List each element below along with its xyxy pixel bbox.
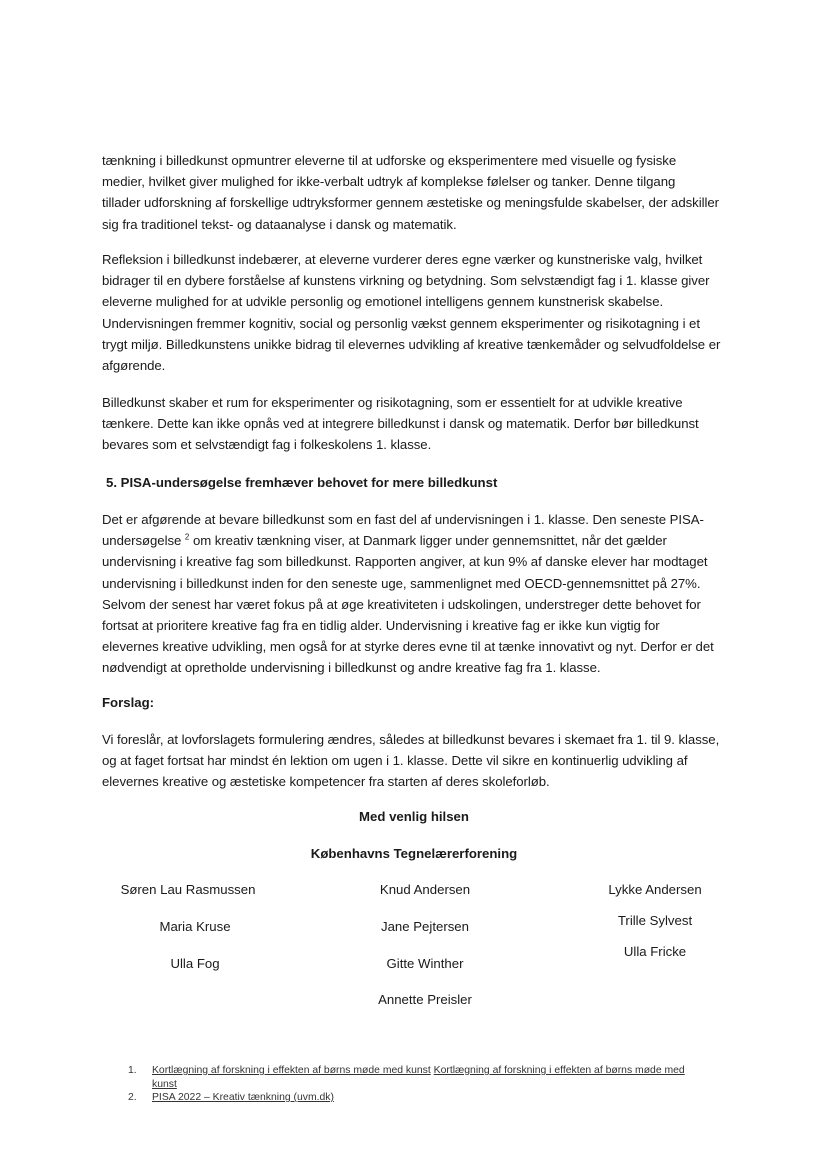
text-line: tænkere. Dette kan ikke opnås ved at integrere billedkunst i dansk og matematik. Derfor bør billedkunst (102, 416, 699, 432)
signatory-left-3: Ulla Fog (170, 956, 220, 971)
signatory-right-2: Trille Sylvest (617, 913, 693, 928)
text-line: Undervisningen fremmer kognitiv, social og personlig vækst gennem eksperimenter og risikotagning i et (102, 315, 700, 331)
signatory-right-1: Lykke Andersen (608, 882, 702, 897)
proposal-heading: Forslag: (102, 695, 155, 710)
text-line: Selvom der senest har været fokus på at øge kreativiteten i udskolingen, understreger dette behovet for (102, 596, 701, 612)
text-line: Vi foreslår, at lovforslagets formulering ændres, således at billedkunst bevares i skemaet fra 1. til 9. klasse, (102, 732, 720, 747)
text-line: undervisning i billedkunst inden for den seneste uge, sammenlignet med OECD-gennemsnittet på 27%. (102, 575, 701, 591)
pisa-paragraph (102, 509, 752, 679)
signatory-left-2: Maria Kruse (159, 919, 231, 934)
reflection-paragraph (102, 249, 752, 376)
footnote-2 (120, 1091, 740, 1105)
footnote-1 (120, 1064, 740, 1091)
text-line: nødvendigt at opretholde undervisning i billedkunst og andre kreative fag fra 1. klasse. (102, 660, 601, 676)
text-line: elevernes kreative udvikling, men også for at styrke deres evne til at tænke innovativt og nyt. Derfor er det (102, 639, 714, 655)
footnote-link[interactable]: kunst (152, 1078, 177, 1090)
text-line: elevernes kreative og æstetiske kompetencer fra starten af deres skoleforløb. (102, 774, 550, 790)
text-line: trygt miljø. Billedkunstens unikke bidrag til elevernes udvikling af kreative tænkemåder og selvudfoldelse er (102, 336, 721, 352)
section-5-heading: 5. PISA-undersøgelse fremhæver behovet for mere billedkunst (106, 475, 498, 490)
footnote-link[interactable]: PISA 2022 – Kreativ tænkning (uvm.dk) (152, 1092, 334, 1103)
signatory-middle-2: Jane Pejtersen (381, 919, 469, 934)
signatory-middle-4: Annette Preisler (378, 992, 472, 1007)
text-line: Det er afgørende at bevare billedkunst som en fast del af undervisningen i 1. klasse. Den seneste PISA- (102, 512, 704, 527)
footnote-number: 2. (128, 1092, 137, 1103)
text-fragment: om kreativ tænkning viser, at Danmark ligger under gennemsnittet, når det gælder (189, 533, 667, 549)
closing-greeting: Med venlig hilsen (359, 809, 469, 824)
text-line: bidrager til en dybere forståelse af kunstens virkning og betydning. Som selvstændigt fag i 1. klasse giver (102, 273, 710, 289)
text-line: sig fra traditionel tekst- og dataanalyse i dansk og matematik. (102, 216, 457, 232)
footnote-reference[interactable]: 2 (184, 532, 190, 542)
organization-name: Københavns Tegnelærerforening (310, 846, 518, 861)
signatory-middle-1: Knud Andersen (379, 882, 471, 897)
text-line: bevares som et selvstændigt fag i folkeskolens 1. klasse. (102, 437, 432, 453)
signatory-right-3: Ulla Fricke (623, 944, 687, 959)
footnote-link[interactable]: Kortlægning af forskning i effekten af børns møde med kunst (152, 1065, 431, 1076)
signatory-left-1: Søren Lau Rasmussen (120, 882, 256, 897)
text-line: eleverne mulighed for at udvikle personlig og emotionel intelligens gennem kunstnerisk skabelse. (102, 294, 664, 310)
text-line: Refleksion i billedkunst indebærer, at eleverne vurderer deres egne værker og kunstneriske valg, hvilket (102, 252, 703, 267)
text-line: tillader udforskning af forskellige udtryksformer gennem æstetiske og meningsfulde skabelser, der adskiller (102, 195, 719, 211)
footnote-number: 1. (128, 1065, 137, 1076)
text-line: medier, hvilket giver mulighed for ikke-verbalt udtryk af komplekse følelser og tanker. Denne tilgang (102, 174, 676, 190)
text-line: fortsat at prioritere kreative fag fra en tidlig alder. Undervisning i kreative fag er ikke kun vigtig for (102, 618, 660, 634)
footnote-link[interactable]: Kortlægning af forskning i effekten af børns møde med (433, 1065, 685, 1076)
space-paragraph (102, 392, 752, 456)
text-fragment: undersøgelse (102, 533, 185, 549)
intro-paragraph (102, 150, 752, 235)
text-line: tænkning i billedkunst opmuntrer eleverne til at udforske og eksperimentere med visuelle og fysiske (102, 153, 677, 168)
text-line: undervisning i kreative fag som billedkunst. Rapporten angiver, at kun 9% af danske elever har modtaget (102, 554, 708, 570)
signatory-middle-3: Gitte Winther (386, 956, 464, 971)
footnotes (120, 1064, 740, 1105)
text-line: Billedkunst skaber et rum for eksperimenter og risikotagning, som er essentielt for at udvikle kreative (102, 395, 683, 410)
text-line: afgørende. (102, 358, 166, 374)
text-line (102, 530, 752, 551)
text-line: og at faget fortsat har mindst én lektion om ugen i 1. klasse. Dette vil sikre en kontinuerlig udvikling af (102, 753, 688, 769)
proposal-paragraph (102, 729, 752, 793)
